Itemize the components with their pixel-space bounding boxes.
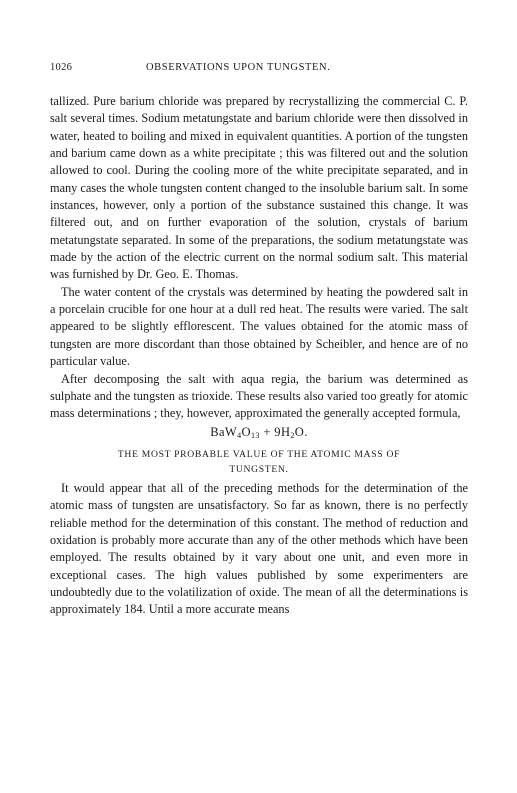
formula-plus-water: + 9H [259, 424, 291, 439]
running-title: OBSERVATIONS UPON TUNGSTEN. [146, 62, 331, 73]
formula-o: O [241, 424, 251, 439]
paragraph-water-content: The water content of the crystals was determined by heating the powdered salt in a porcelain crucible for one hour at a dull red heat. The results were varied. The salt appeared to be slightly efflorescent. The values obtained for the atomic mass of tungsten are more discordant than those obtained by Scheibler, and hence are of no particular value. [50, 284, 468, 369]
paragraph-barium-preparation: tallized. Pure barium chloride was prepared by recrystallizing the commercial C. P. salt several times. Sodium metatungstate and barium chloride were then dissolved in water, heated to boiling and mixed in equivalent quantities. A portion of the tungsten and barium came down as a white precipitate ; this was filtered out and the solution allowed to cool. During the cooling more of the white precipitate separated, and in many cases the whole tungsten content changed to the insoluble barium salt. In some instances, however, only a portion of the substance sustained this change. It was filtered out, and on further evaporation of the solution, crystals of barium metatungstate separated. In some of the preparations, the sodium metatungstate was made by the action of the electric current on the normal sodium salt. This material was furnished by Dr. Geo. E. Thomas. [50, 94, 468, 282]
paragraph-decomposition: After decomposing the salt with aqua regia, the barium was determined as sulphate and the tungsten as trioxide. These results also varied too greatly for atomic mass determinations ; they, however, approximated the generally accepted formula, [50, 371, 468, 421]
section-heading-line-1: THE MOST PROBABLE VALUE OF THE ATOMIC MASS OF [117, 448, 401, 460]
section-heading [50, 447, 468, 477]
chemical-formula [50, 424, 468, 441]
paragraph-conclusion: It would appear that all of the preceding methods for the determination of the atomic mass of tungsten are unsatisfactory. So far as known, there is no perfectly reliable method for the determination of this constant. The method of reduction and oxidation is probably more accurate than any of the other methods which have been employed. The results obtained by it vary about one unit, and even more in exceptional cases. The high values published by some experimenters are undoubtedly due to the volatilization of oxide. The mean of all the determinations is approximately 184. Until a more accurate means [50, 480, 468, 617]
section-heading-line-2: TUNGSTEN. [229, 463, 289, 475]
running-head [50, 62, 468, 80]
formula-o-subscript: 13 [250, 430, 260, 440]
body-text [50, 93, 468, 619]
formula-end: O. [294, 424, 308, 439]
formula-h-subscript: 2 [290, 430, 295, 440]
page-number: 1026 [50, 62, 73, 73]
book-page [50, 62, 468, 619]
formula-w-subscript: 4 [237, 430, 242, 440]
formula-ba: BaW [210, 424, 238, 439]
